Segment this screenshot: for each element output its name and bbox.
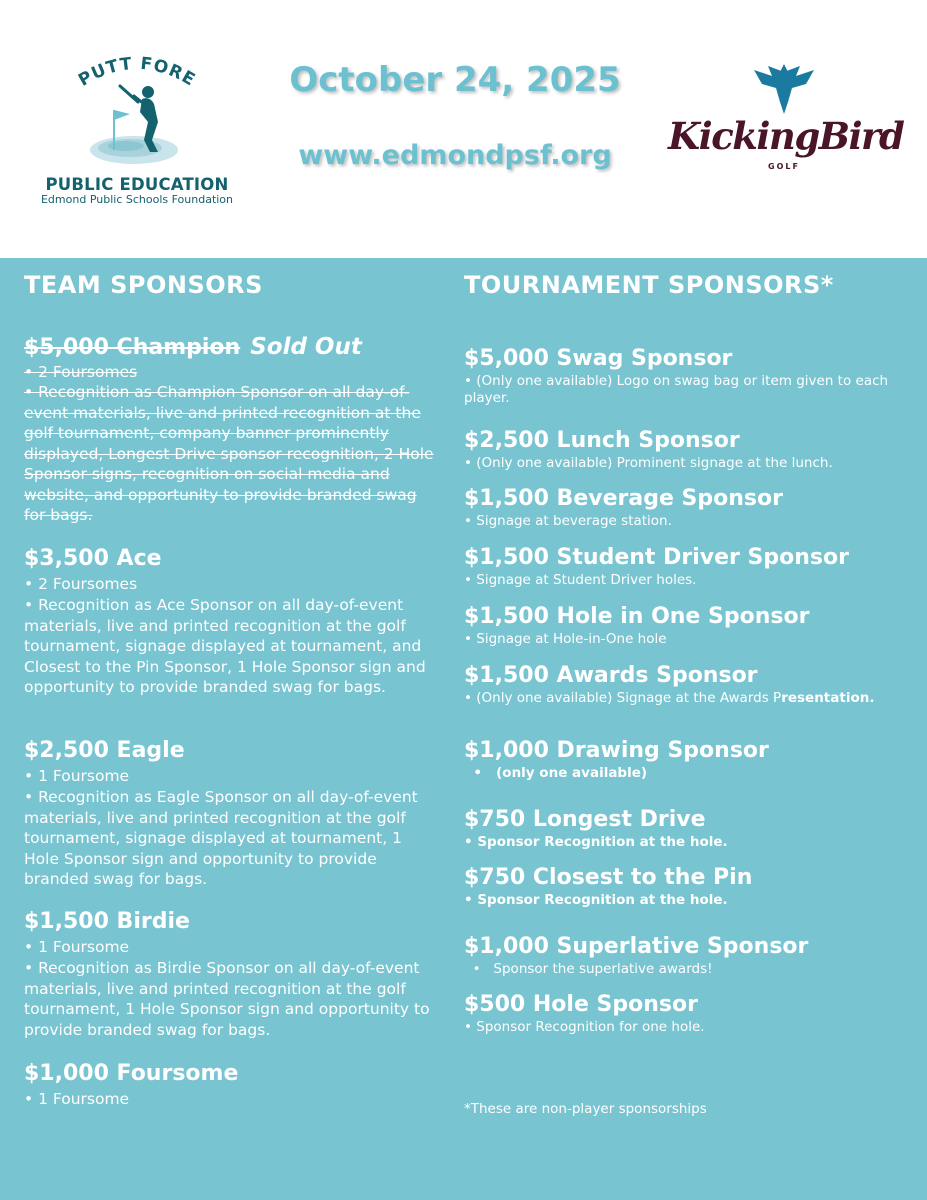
header [0,0,927,258]
tier-eagle: $2,500 Eagle [24,738,185,763]
bird-icon [668,62,900,122]
tier-beverage: $1,500 Beverage Sponsor [464,486,783,511]
tier-ace: $3,500 Ace [24,546,162,571]
tournament-sponsors-heading: TOURNAMENT SPONSORS* [464,271,834,299]
tier-awards: $1,500 Awards Sponsor [464,663,758,688]
tier-superlative: $1,000 Superlative Sponsor [464,934,809,959]
event-date: October 24, 2025 [289,60,621,100]
lunch-desc: • (Only one available) Prominent signage at the lunch. [464,455,833,471]
tier-hole-in-one: $1,500 Hole in One Sponsor [464,604,810,629]
kickingbird-wordmark: KickingBird [668,114,904,158]
team-sponsors-heading: TEAM SPONSORS [24,271,263,299]
ace-bullet-2: • Recognition as Ace Sponsor on all day-of-event materials, live and printed recognition at the golf tournament, signage displayed at tournament, and Closest to the Pin Sponsor, 1 Hole Sponsor sign and opportunity to provide branded swag for bags. [24,596,426,696]
eagle-bullet-1: • 1 Foursome [24,767,130,785]
birdie-bullet-2: • Recognition as Birdie Sponsor on all day-of-event materials, live and printed recognition at the golf tournament, 1 Hole Sponsor sign and opportunity to provide branded swag for bags. [24,959,430,1039]
tier-closest-pin: $750 Closest to the Pin [464,865,753,890]
student-driver-desc: • Signage at Student Driver holes. [464,572,697,588]
foursome-bullet-1: • 1 Foursome [24,1090,130,1108]
tier-longest-drive: $750 Longest Drive [464,807,706,832]
superlative-desc: • Sponsor the superlative awards! [464,961,713,977]
kickingbird-golf-label: GOLF [768,162,800,171]
birdie-bullet-1: • 1 Foursome [24,938,130,956]
golfer-logo-icon [22,52,252,172]
drawing-desc: • (only one available) [464,765,648,781]
svg-text:PUTT FORE [75,54,199,91]
tier-hole-sponsor: $500 Hole Sponsor [464,992,698,1017]
awards-desc-b: resentation. [781,690,875,706]
tier-student-driver: $1,500 Student Driver Sponsor [464,545,849,570]
awards-desc [464,690,884,707]
website-link[interactable]: www.edmondpsf.org [298,140,612,171]
sold-out-label: Sold Out [250,334,362,360]
champion-bullet-2: • Recognition as Champion Sponsor on all day-of-event materials, live and printed recognition at the golf tournament, company banner prominently displayed, Longest Drive sponsor recognition, 2 Hole Sponsor signs, recognition on social media and website, and opportunity to provide branded swag for bags. [24,383,434,524]
tier-foursome: $1,000 Foursome [24,1061,239,1086]
tier-lunch: $2,500 Lunch Sponsor [464,428,740,453]
ace-bullet-1: • 2 Foursomes [24,575,138,593]
logo-arc-text: PUTT FORE [75,53,199,91]
hole-sponsor-desc: • Sponsor Recognition for one hole. [464,1019,705,1035]
tier-birdie: $1,500 Birdie [24,909,190,934]
tier-swag: $5,000 Swag Sponsor [464,346,733,371]
awards-desc-a: • (Only one available) Signage at the Awards P [464,690,782,706]
logo-line-foundation: Edmond Public Schools Foundation [40,193,234,206]
tier-champion [24,334,362,360]
tier-drawing: $1,000 Drawing Sponsor [464,738,769,763]
sponsor-panel [0,258,927,1200]
beverage-desc: • Signage at beverage station. [464,513,672,529]
hole-in-one-desc: • Signage at Hole-in-One hole [464,631,667,647]
footnote: *These are non-player sponsorships [464,1101,707,1117]
longest-drive-desc: • Sponsor Recognition at the hole. [464,834,728,850]
putt-fore-logo [22,52,252,212]
swag-desc: • (Only one available) Logo on swag bag or item given to each player. [464,373,889,406]
champion-bullet-1: • 2 Foursomes [24,363,138,381]
champion-title: $5,000 Champion [24,335,241,360]
kickingbird-logo [668,62,904,182]
closest-pin-desc: • Sponsor Recognition at the hole. [464,892,728,908]
logo-line-public-education: PUBLIC EDUCATION [45,175,229,194]
eagle-bullet-2: • Recognition as Eagle Sponsor on all day-of-event materials, live and printed recognition at the golf tournament, signage displayed at tournament, 1 Hole Sponsor sign and opportunity to provide branded swag for bags. [24,788,418,888]
